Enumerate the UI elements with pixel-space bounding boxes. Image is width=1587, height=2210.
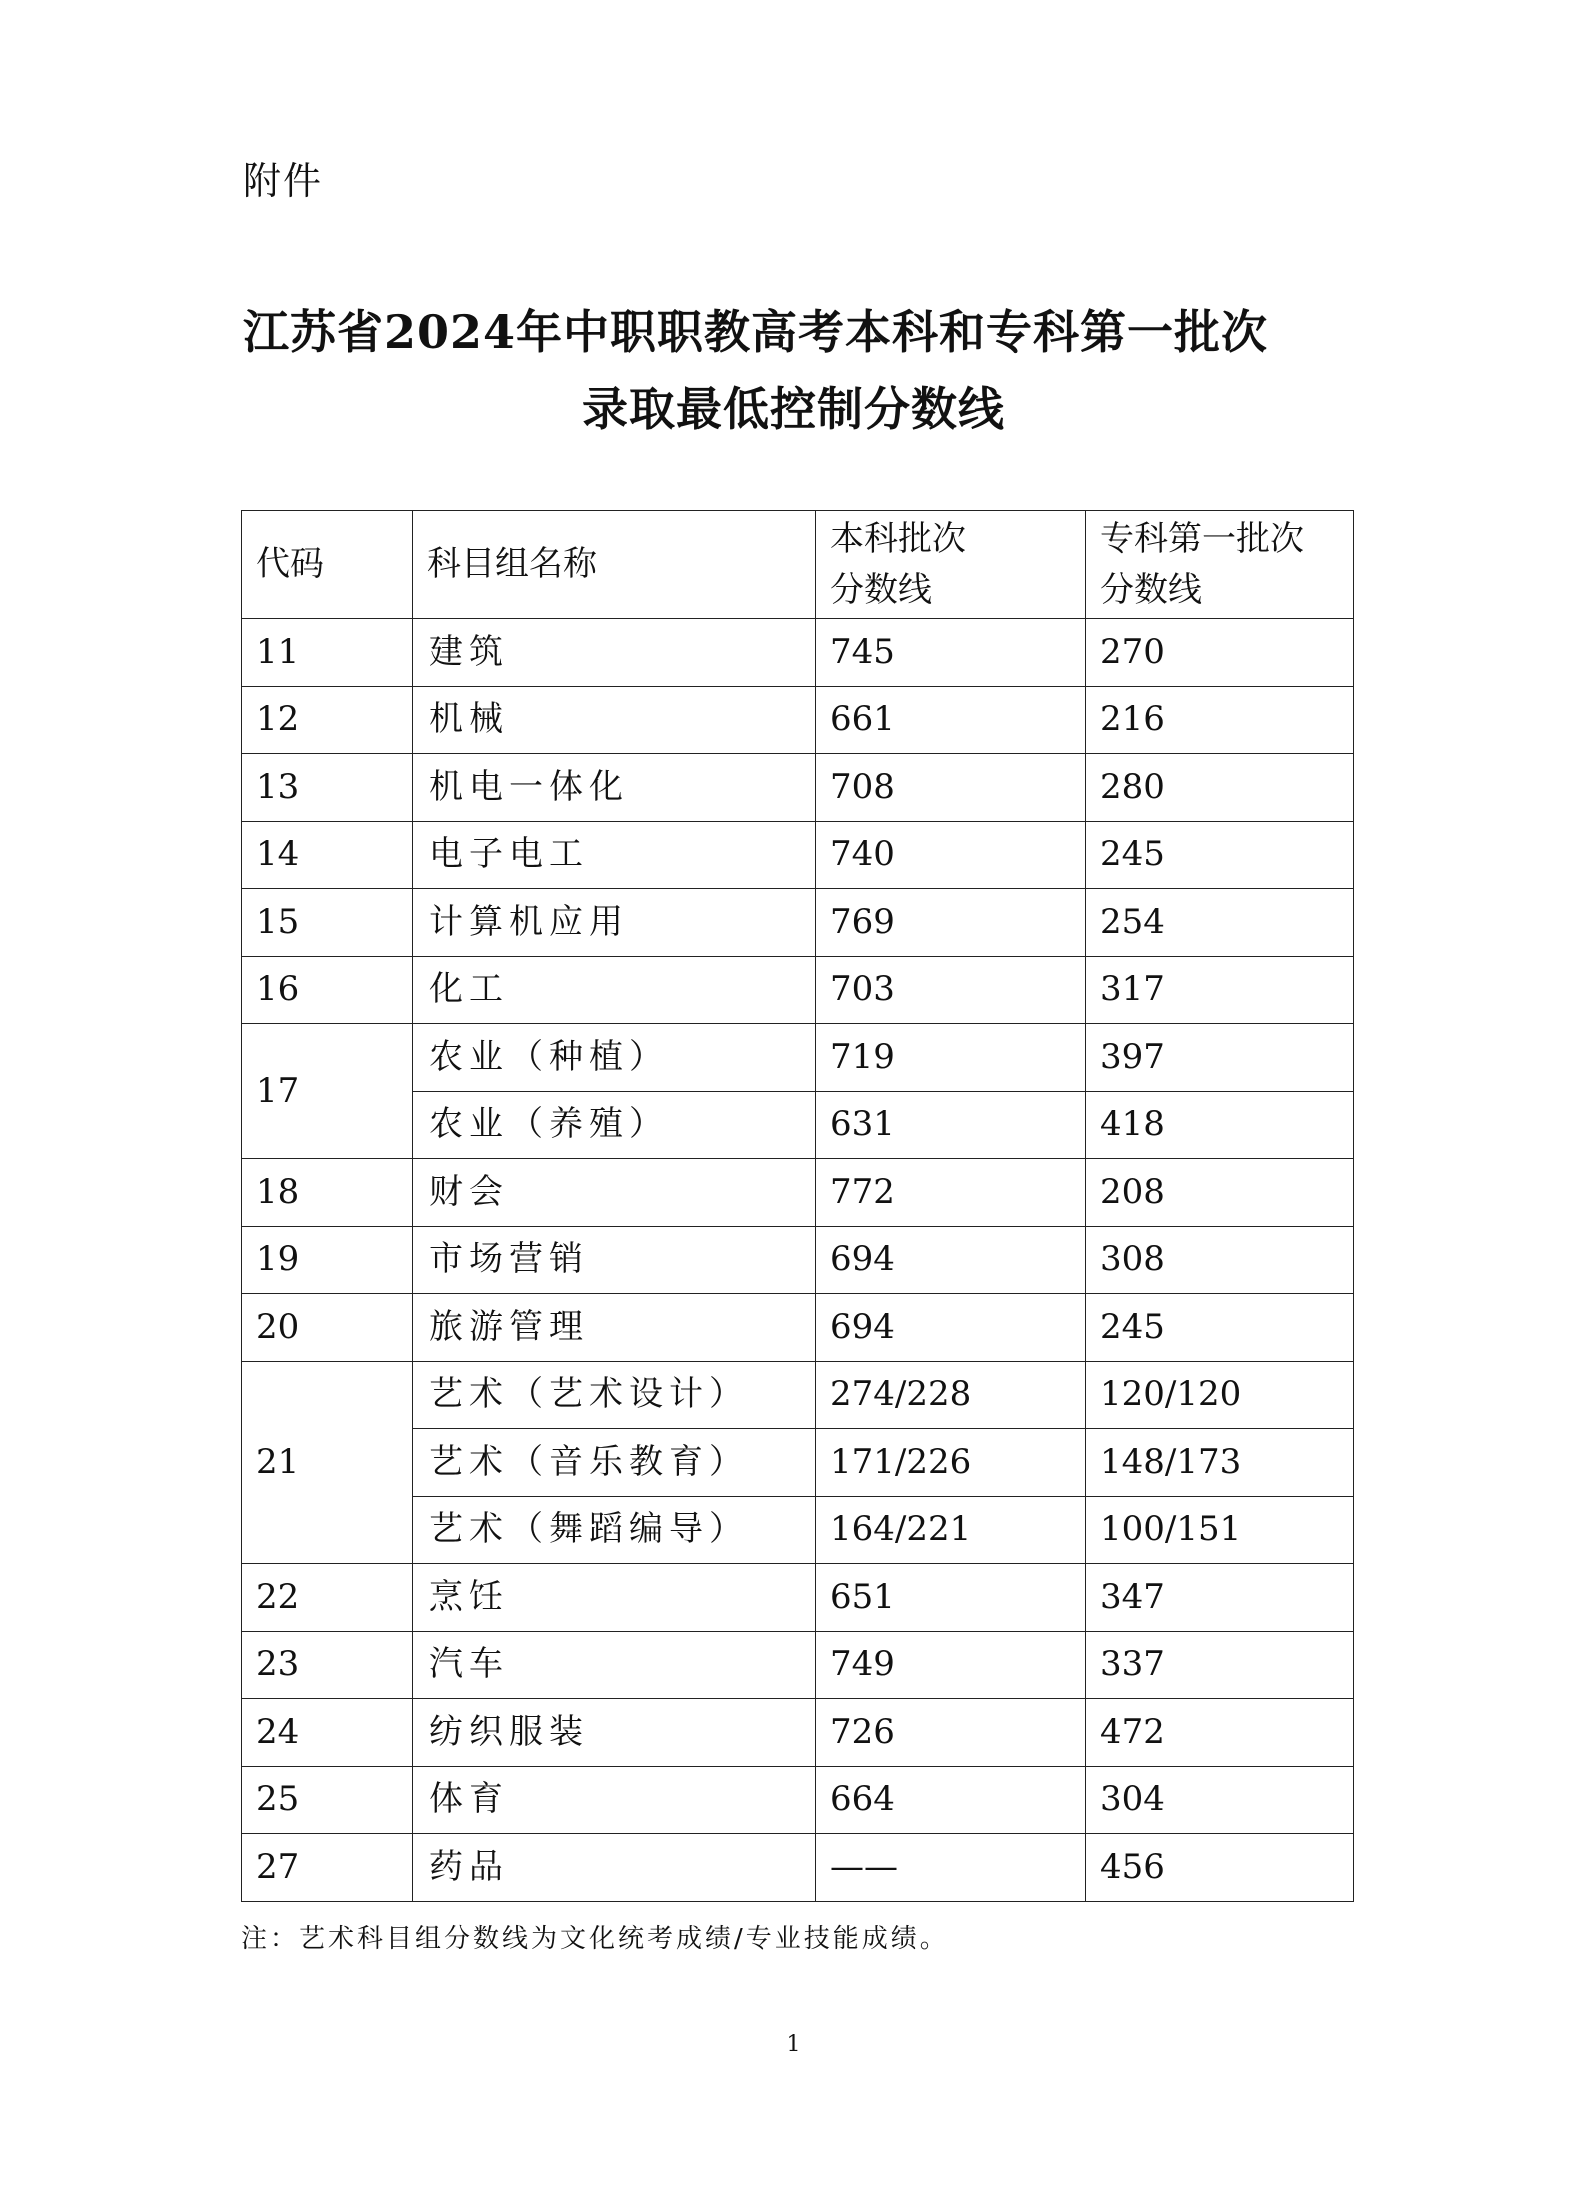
junior-score-cell: 418: [1086, 1091, 1354, 1159]
header-code: 代码: [242, 511, 413, 619]
junior-score-cell: 337: [1086, 1631, 1354, 1699]
subject-name-cell: 药品: [413, 1834, 816, 1902]
junior-score-cell: 304: [1086, 1766, 1354, 1834]
undergrad-score-cell: 745: [816, 619, 1086, 687]
table-row: [242, 1159, 1354, 1227]
attachment-label: 附件: [243, 159, 324, 203]
subject-name-cell: 化工: [413, 956, 816, 1024]
undergrad-score-cell: 664: [816, 1766, 1086, 1834]
subject-name-cell: 市场营销: [413, 1226, 816, 1294]
undergrad-score-cell: 164/221: [816, 1496, 1086, 1564]
table-header-row: [242, 511, 1354, 619]
junior-score-cell: 472: [1086, 1699, 1354, 1767]
undergrad-score-cell: 769: [816, 889, 1086, 957]
undergrad-score-cell: 772: [816, 1159, 1086, 1227]
undergrad-score-cell: ——: [816, 1834, 1086, 1902]
table-row: [242, 686, 1354, 754]
subject-name-cell: 艺术（舞蹈编导）: [413, 1496, 816, 1564]
subject-name-cell: 旅游管理: [413, 1294, 816, 1362]
code-cell: 18: [242, 1159, 413, 1227]
undergrad-score-cell: 694: [816, 1226, 1086, 1294]
subject-name-cell: 体育: [413, 1766, 816, 1834]
table-row: [242, 1834, 1354, 1902]
code-cell: 21: [242, 1361, 413, 1564]
junior-score-cell: 254: [1086, 889, 1354, 957]
junior-score-cell: 100/151: [1086, 1496, 1354, 1564]
subject-name-cell: 烹饪: [413, 1564, 816, 1632]
document-title-line1: 江苏省2024年中职职教高考本科和专科第一批次: [243, 305, 1269, 359]
undergrad-score-cell: 726: [816, 1699, 1086, 1767]
subject-name-cell: 农业（养殖）: [413, 1091, 816, 1159]
undergrad-score-cell: 740: [816, 821, 1086, 889]
junior-score-cell: 208: [1086, 1159, 1354, 1227]
subject-name-cell: 艺术（音乐教育）: [413, 1429, 816, 1497]
undergrad-score-cell: 703: [816, 956, 1086, 1024]
code-cell: 27: [242, 1834, 413, 1902]
subject-name-cell: 农业（种植）: [413, 1024, 816, 1092]
table-row: [242, 754, 1354, 822]
header-junior-first-batch-line: [1086, 511, 1354, 619]
subject-name-cell: 电子电工: [413, 821, 816, 889]
table-row: [242, 889, 1354, 957]
junior-score-cell: 216: [1086, 686, 1354, 754]
table-row: [242, 1361, 1354, 1429]
junior-score-cell: 308: [1086, 1226, 1354, 1294]
junior-score-cell: 245: [1086, 1294, 1354, 1362]
junior-score-cell: 148/173: [1086, 1429, 1354, 1497]
undergrad-score-cell: 274/228: [816, 1361, 1086, 1429]
code-cell: 12: [242, 686, 413, 754]
table-row: [242, 1024, 1354, 1092]
code-cell: 19: [242, 1226, 413, 1294]
subject-name-cell: 机械: [413, 686, 816, 754]
subject-name-cell: 财会: [413, 1159, 816, 1227]
junior-score-cell: 317: [1086, 956, 1354, 1024]
undergrad-score-cell: 651: [816, 1564, 1086, 1632]
table-row: [242, 1766, 1354, 1834]
document-title-line2: 录取最低控制分数线: [582, 382, 1005, 436]
header-subject-group-name: 科目组名称: [413, 511, 816, 619]
page-number: 1: [786, 2032, 801, 2057]
table-row: [242, 619, 1354, 687]
subject-name-cell: 汽车: [413, 1631, 816, 1699]
undergrad-score-cell: 631: [816, 1091, 1086, 1159]
score-table: [241, 510, 1354, 1902]
code-cell: 14: [242, 821, 413, 889]
undergrad-score-cell: 171/226: [816, 1429, 1086, 1497]
header-junior-text: 专科第一批次 分数线: [1100, 518, 1304, 610]
subject-name-cell: 机电一体化: [413, 754, 816, 822]
junior-score-cell: 397: [1086, 1024, 1354, 1092]
junior-score-cell: 120/120: [1086, 1361, 1354, 1429]
junior-score-cell: 245: [1086, 821, 1354, 889]
table-row: [242, 821, 1354, 889]
junior-score-cell: 270: [1086, 619, 1354, 687]
junior-score-cell: 280: [1086, 754, 1354, 822]
code-cell: 13: [242, 754, 413, 822]
undergrad-score-cell: 694: [816, 1294, 1086, 1362]
code-cell: 22: [242, 1564, 413, 1632]
code-cell: 25: [242, 1766, 413, 1834]
header-undergrad-line: [816, 511, 1086, 619]
code-cell: 24: [242, 1699, 413, 1767]
undergrad-score-cell: 708: [816, 754, 1086, 822]
table-row: [242, 956, 1354, 1024]
code-cell: 17: [242, 1024, 413, 1159]
code-cell: 16: [242, 956, 413, 1024]
table-row: [242, 1226, 1354, 1294]
header-undergrad-text: 本科批次 分数线: [830, 518, 966, 610]
subject-name-cell: 计算机应用: [413, 889, 816, 957]
table-row: [242, 1294, 1354, 1362]
table-row: [242, 1699, 1354, 1767]
subject-name-cell: 艺术（艺术设计）: [413, 1361, 816, 1429]
junior-score-cell: 456: [1086, 1834, 1354, 1902]
subject-name-cell: 建筑: [413, 619, 816, 687]
table-footnote: 注：艺术科目组分数线为文化统考成绩/专业技能成绩。: [241, 1924, 949, 1954]
undergrad-score-cell: 719: [816, 1024, 1086, 1092]
junior-score-cell: 347: [1086, 1564, 1354, 1632]
undergrad-score-cell: 749: [816, 1631, 1086, 1699]
subject-name-cell: 纺织服装: [413, 1699, 816, 1767]
code-cell: 15: [242, 889, 413, 957]
table-row: [242, 1564, 1354, 1632]
code-cell: 23: [242, 1631, 413, 1699]
code-cell: 20: [242, 1294, 413, 1362]
table-row: [242, 1631, 1354, 1699]
code-cell: 11: [242, 619, 413, 687]
undergrad-score-cell: 661: [816, 686, 1086, 754]
